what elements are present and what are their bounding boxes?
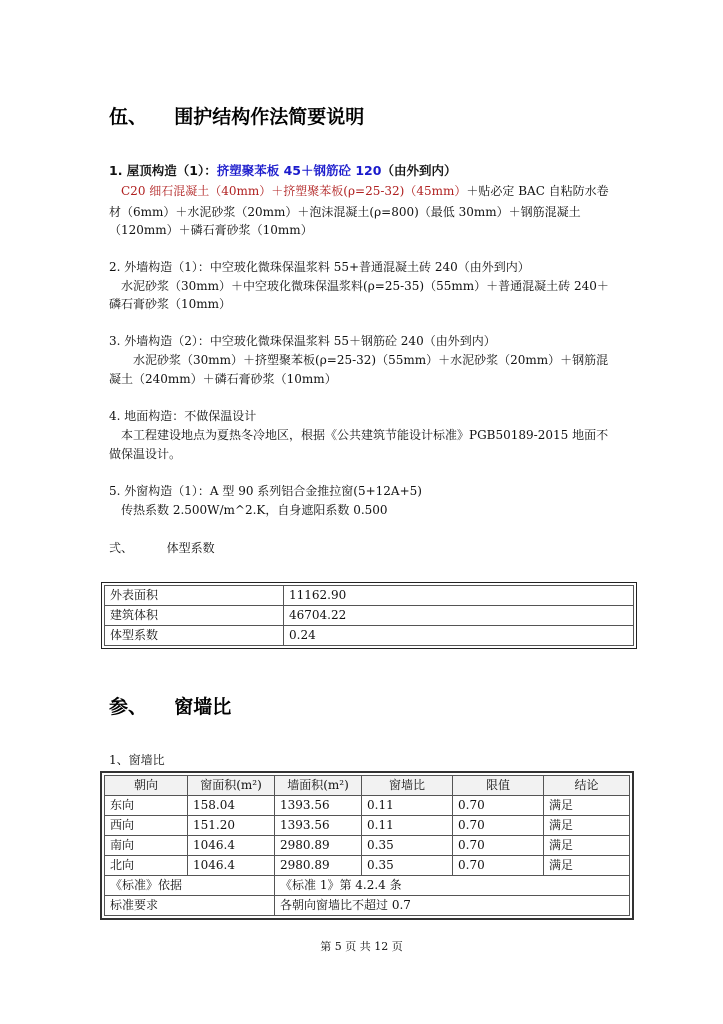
cell: 北向: [105, 856, 188, 876]
basis-value: 《标准 1》第 4.2.4 条: [275, 876, 630, 896]
page-footer: 第 5 页 共 12 页: [320, 940, 403, 953]
header-cell: 限值: [453, 776, 544, 796]
table-row: [105, 796, 630, 816]
cell: 西向: [105, 816, 188, 836]
table-row: [105, 896, 630, 916]
table-row: [105, 606, 634, 626]
roof-line-3: （120mm）＋磷石膏砂浆（10mm）: [109, 223, 313, 237]
section3-number: 参、: [109, 696, 148, 718]
floor-line-2: 做保温设计。: [109, 447, 182, 461]
roof-name: 挤塑聚苯板 45＋钢筋砼 120: [216, 163, 382, 178]
wall1-title: 2. 外墙构造（1）：中空玻化微珠保温浆料 55+普通混凝土砖 240（由外到内）: [109, 260, 530, 274]
shape-table-frame: [101, 582, 637, 649]
wwr-subtitle: 1、窗墙比: [109, 753, 165, 767]
roof-label: 1. 屋顶构造（1）：: [109, 163, 217, 178]
wwr-table-frame: [100, 771, 634, 920]
wall2-line-1: 水泥砂浆（30mm）＋挤塑聚苯板(ρ=25-32)（55mm）＋水泥砂浆（20mm）＋钢筋混: [133, 353, 609, 367]
roof-suffix: （由外到内）: [381, 163, 457, 178]
cell: 0.11: [362, 796, 453, 816]
floor-line-1: 本工程建设地点为夏热冬冷地区，根据《公共建筑节能设计标准》PGB50189-2015 地面不: [121, 428, 609, 442]
section3-title: 窗墙比: [174, 696, 232, 718]
section-heading: [109, 102, 364, 129]
table-row: [105, 626, 634, 646]
roof-line-1-rest: ＋贴必定 BAC 自粘防水卷: [466, 184, 609, 198]
window-title: 5. 外窗构造（1）：A 型 90 系列铝合金推拉窗(5+12A+5): [109, 484, 422, 498]
wall2-line-2: 凝土（240mm）＋磷石膏砂浆（10mm）: [109, 372, 337, 386]
shape-label: 外表面积: [105, 586, 284, 606]
roof-line-2: 材（6mm）＋水泥砂浆（20mm）＋泡沫混凝土(ρ=800)（最低 30mm）＋钢筋混凝土: [109, 205, 581, 219]
floor-title: 4. 地面构造：不做保温设计: [109, 409, 257, 423]
cell: 南向: [105, 836, 188, 856]
section-title: 围护结构作法简要说明: [174, 106, 365, 128]
table-row: [105, 856, 630, 876]
cell: 满足: [544, 796, 630, 816]
cell: 0.35: [362, 856, 453, 876]
cell: 0.35: [362, 836, 453, 856]
basis-label: 《标准》依据: [105, 876, 275, 896]
cell: 151.20: [188, 816, 275, 836]
shape-label: 建筑体积: [105, 606, 284, 626]
shape-table: [104, 585, 634, 646]
cell: 满足: [544, 856, 630, 876]
table-row: [105, 836, 630, 856]
shape-value: 0.24: [284, 626, 634, 646]
cell: 满足: [544, 816, 630, 836]
window-line-1: 传热系数 2.500W/m^2.K，自身遮阳系数 0.500: [121, 503, 388, 517]
cell: 0.70: [453, 816, 544, 836]
header-cell: 墙面积(m²): [275, 776, 362, 796]
shape-heading: [109, 538, 215, 559]
table-row: [105, 586, 634, 606]
cell: 2980.89: [275, 856, 362, 876]
cell: 0.70: [453, 796, 544, 816]
header-cell: 窗墙比: [362, 776, 453, 796]
cell: 1046.4: [188, 856, 275, 876]
cell: 东向: [105, 796, 188, 816]
cell: 1393.56: [275, 796, 362, 816]
section3-heading: [109, 692, 231, 719]
shape-value: 11162.90: [284, 586, 634, 606]
requirement-label: 标准要求: [105, 896, 275, 916]
cell: 1393.56: [275, 816, 362, 836]
wall1-line-1: 水泥砂浆（30mm）＋中空玻化微珠保温浆料(ρ=25-35)（55mm）＋普通混凝土砖 240＋: [121, 279, 609, 293]
header-cell: 结论: [544, 776, 630, 796]
cell: 0.70: [453, 856, 544, 876]
wall1-line-2: 磷石膏砂浆（10mm）: [109, 297, 232, 311]
wwr-table: [104, 775, 630, 916]
cell: 0.70: [453, 836, 544, 856]
wall2-title: 3. 外墙构造（2）：中空玻化微珠保温浆料 55＋钢筋砼 240（由外到内）: [109, 334, 496, 348]
table-row: [105, 876, 630, 896]
cell: 满足: [544, 836, 630, 856]
requirement-value: 各朝向窗墙比不超过 0.7: [275, 896, 630, 916]
shape-heading-number: 弍、: [109, 541, 134, 555]
roof-title: [109, 160, 456, 182]
shape-value: 46704.22: [284, 606, 634, 626]
shape-label: 体型系数: [105, 626, 284, 646]
roof-line-1-highlight: C20 细石混凝土（40mm）＋挤塑聚苯板(ρ=25-32)（45mm）: [121, 184, 467, 198]
header-cell: 窗面积(m²): [188, 776, 275, 796]
section-number: 伍、: [109, 106, 148, 128]
table-row: [105, 816, 630, 836]
cell: 2980.89: [275, 836, 362, 856]
shape-heading-title: 体型系数: [166, 541, 215, 555]
header-cell: 朝向: [105, 776, 188, 796]
cell: 0.11: [362, 816, 453, 836]
table-header-row: [105, 776, 630, 796]
roof-line-1: [121, 181, 609, 202]
cell: 158.04: [188, 796, 275, 816]
cell: 1046.4: [188, 836, 275, 856]
